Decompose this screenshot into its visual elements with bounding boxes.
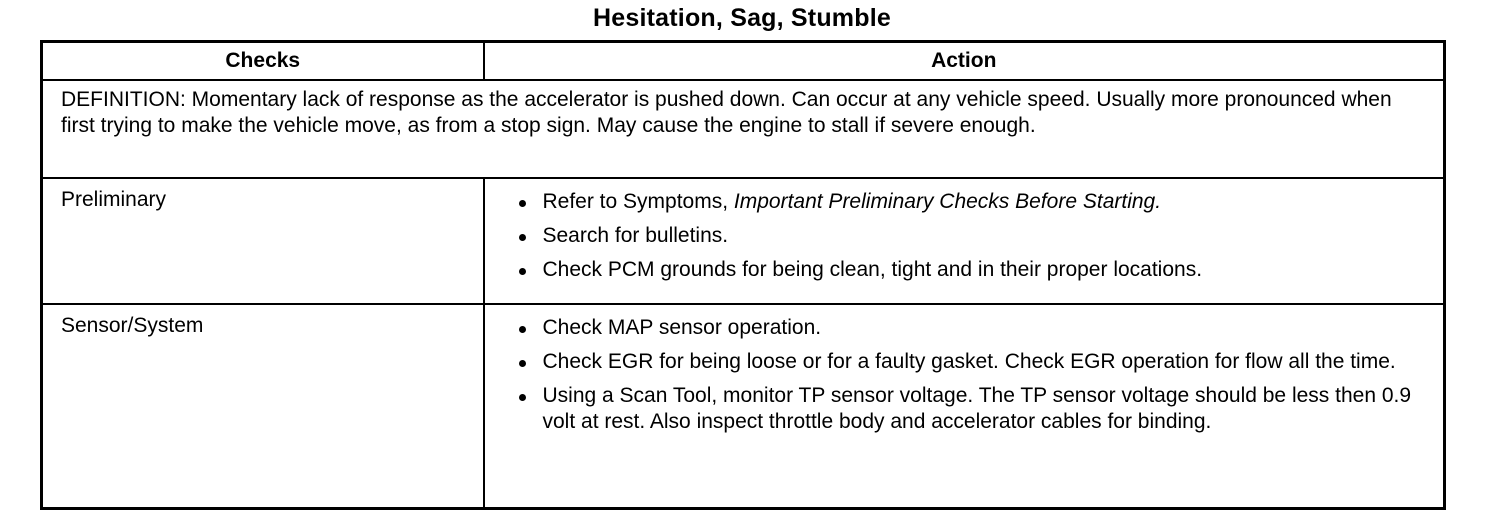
action-text: Check EGR for being loose or for a faulty gasket. Check EGR operation for flow all the time. [542,350,1396,373]
action-cell [484,304,1445,509]
action-item [517,223,1432,249]
bullet-icon [519,394,526,401]
column-header-action: Action [484,42,1445,81]
check-cell: Preliminary [42,178,484,304]
action-item [517,349,1432,375]
table-row [42,178,1445,304]
action-text: Using a Scan Tool, monitor TP sensor voltage. The TP sensor voltage should be less then 0.9 volt at rest. Also inspect throttle body and accelerator cables for binding. [542,384,1412,433]
action-list [517,189,1432,283]
action-text: Refer to Symptoms, [542,190,734,213]
diagnostic-table [40,40,1446,510]
action-list [517,315,1432,435]
bullet-icon [519,360,526,367]
action-item [517,383,1432,435]
header-row [42,42,1445,81]
action-text: Check MAP sensor operation. [542,316,822,339]
action-text: Check PCM grounds for being clean, tight and in their proper locations. [542,258,1203,281]
definition-row [42,80,1445,178]
action-item [517,189,1432,215]
bullet-icon [519,234,526,241]
action-cell [484,178,1445,304]
column-header-checks: Checks [42,42,484,81]
check-cell: Sensor/System [42,304,484,509]
action-italic-text: Important Preliminary Checks Before Starting. [733,190,1162,213]
page-title: Hesitation, Sag, Stumble [593,4,891,32]
bullet-icon [519,200,526,207]
definition-text: DEFINITION: Momentary lack of response as the accelerator is pushed down. Can occur at any vehicle speed. Usually more pronounced when first trying to make the vehicle move, as from a stop sign. May cause the engine to stall if severe enough. [42,80,1445,178]
action-item [517,315,1432,341]
table-row [42,304,1445,509]
action-text: Search for bulletins. [542,224,729,247]
action-item [517,257,1432,283]
bullet-icon [519,326,526,333]
bullet-icon [519,268,526,275]
